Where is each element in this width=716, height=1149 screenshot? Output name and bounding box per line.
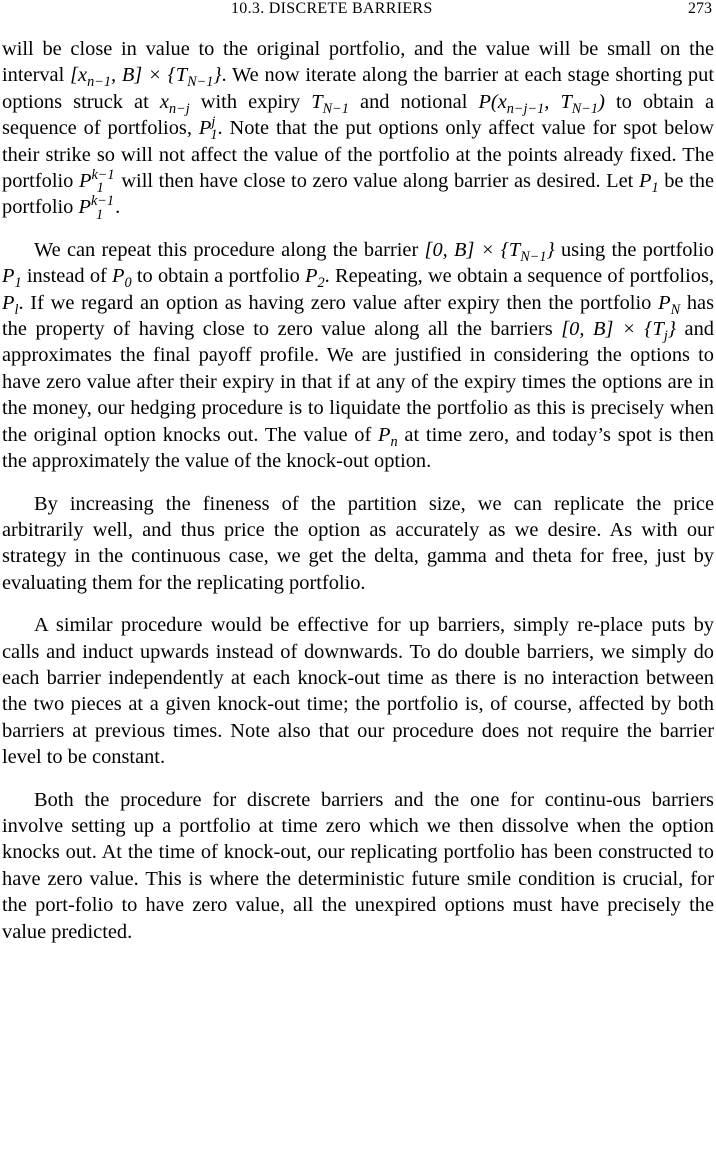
math-p1: $P_1$ — [2, 265, 22, 292]
math-p0: $P_0$ — [112, 265, 132, 292]
math-p2: $P_2$ — [305, 265, 325, 292]
paragraph-5: Both the procedure for discrete barriers and the one for continu-ous barriers involve setting up a portfolio at time zero which we then dissolve when the option knocks out. At the time of knock-out, our replicating portfolio has been constructed to have zero value. This is where the deterministic future smile condition is crucial, for the port-folio to have zero value, all the unexpired options must have precisely the value predicted. — [2, 788, 714, 943]
page-number: 273 — [688, 0, 712, 17]
paragraph-3: By increasing the fineness of the partition size, we can replicate the price arbitrarily well, and thus price the option as accurately as we desire. As with our strategy in the continuous case, we get the delta, gamma and theta for free, just by evaluating them for the replicating portfolio. — [2, 492, 714, 594]
math-interval: [$x_{n-1}$, $B] \times \{T_{N-1}\}$ — [70, 64, 222, 91]
running-title: 10.3. DISCRETE BARRIERS — [231, 0, 433, 17]
math-expiry: $T_{N-1}$ — [311, 90, 349, 117]
math-portfolio-j: $P^j_1$ — [198, 114, 218, 144]
math-pl: $P_l$ — [2, 291, 19, 318]
math-pn: $P_n$ — [378, 423, 398, 450]
math-portfolio-1: $P_1$ — [638, 170, 659, 197]
math-portfolio-k-final: $P^{k-1}_1$ — [78, 193, 115, 223]
running-header — [0, 0, 716, 22]
paragraph-2: We can repeat this procedure along the barrier [0, $B] \times \{T_{N-1}\}$ using the portfolio $P_1$ instead of $P_0$ to obtain a portfolio $P_2$. Repeating, we obtain a sequence of portfolios, $P_l$. If we regard an option as having zero value after expiry then the portfolio $P_N$ has the property of having close to zero value along all the barriers [0, $B] \times \{T_j\}$ and approximates the final payoff profile. We are justified in considering the options to have zero value after their expiry in that if at any of the expiry times the options are in the money, our hedging procedure is to liquidate the portfolio as this is precisely when the original option knocks out. The value of $P_n$ at time zero, and today’s spot is then the approximately the value of the knock-out option. — [2, 238, 715, 473]
paragraph-1: will be close in value to the original portfolio, and the value will be small on the interval [$x_{n-1}$, $B] \times \{T_{N-1}\}$. We now iterate along the barrier at each stage shorting put options struck at $x_{n-j}$ with expiry $T_{N-1}$ and notional $P(x_{n-j-1}$, $T_{N-1}$) to obtain a sequence of portfolios, $P^j_1$. Note that the put options only affect value for spot below their strike so will not affect the value of the portfolio at the points already fixed. The portfolio $P^{k-1}_1$ will then have close to zero value along barrier as desired. Let $P_1$ be the portfolio $P^{k-1}_1$ . — [2, 38, 715, 223]
math-barriers-tj: [0, $B] \times \{T_j\}$ — [561, 318, 676, 345]
math-strike: $x_{n-j}$ — [159, 90, 190, 117]
paragraph-4: A similar procedure would be effective for up barriers, simply re-place puts by calls and induct upwards instead of downwards. To do double barriers, we simply do each barrier independently at each knock-out time as there is no interaction between the two pieces at a given knock-out time; the portfolio is, of course, affected by both barriers at previous times. Note also that our procedure does not require the barrier level to be constant. — [2, 614, 714, 769]
math-pn-cap: $P_N$ — [658, 291, 681, 318]
math-barrier-interval: [0, $B] \times \{T_{N-1}\}$ — [424, 238, 555, 265]
math-portfolio-k: $P^{k-1}_1$ — [79, 167, 115, 197]
body-text — [2, 36, 714, 961]
math-notional: $P(x_{n-j-1}$, $T_{N-1}$) — [478, 90, 605, 117]
